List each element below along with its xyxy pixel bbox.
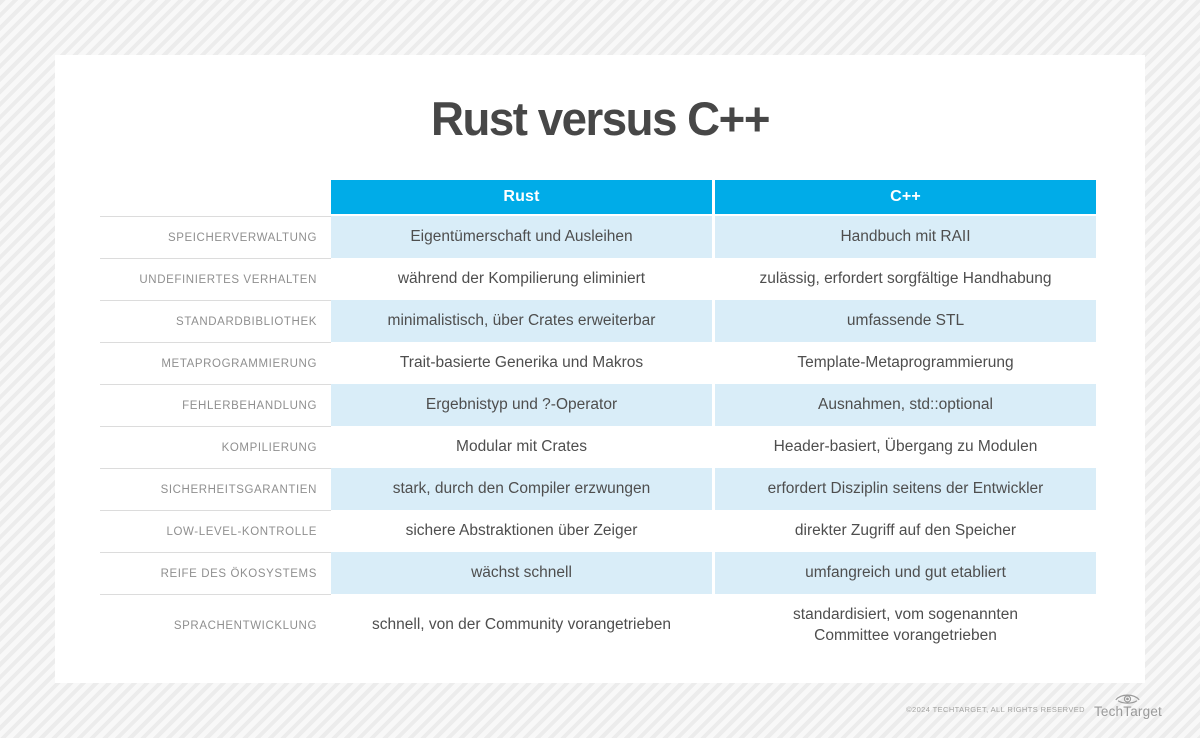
table-row: [100, 594, 1096, 657]
row-label: KOMPILIERUNG: [100, 426, 331, 468]
rust-cell: minimalistisch, über Crates erweiterbar: [331, 300, 712, 342]
cpp-cell: zulässig, erfordert sorgfältige Handhabung: [712, 258, 1096, 300]
rust-cell: sichere Abstraktionen über Zeiger: [405, 521, 638, 539]
cpp-cell: direkter Zugriff auf den Speicher: [712, 510, 1096, 552]
techtarget-logo: [1094, 692, 1162, 719]
row-label: FEHLERBEHANDLUNG: [100, 384, 331, 426]
column-header-rust: Rust: [331, 180, 712, 214]
table-row: [100, 426, 1096, 468]
cpp-cell: erfordert Disziplin seitens der Entwickler: [712, 468, 1096, 510]
table-row: [100, 342, 1096, 384]
infographic-card: [55, 55, 1145, 683]
rust-cell: Eigentümerschaft und Ausleihen: [331, 216, 712, 258]
rust-cell: wächst schnell: [331, 552, 712, 594]
column-header-cpp: C++: [712, 180, 1096, 214]
row-label: SPRACHENTWICKLUNG: [100, 594, 331, 657]
footer: [0, 692, 1162, 719]
row-label: METAPROGRAMMIERUNG: [100, 342, 331, 384]
cpp-cell: standardisiert, vom sogenannten Committee vorangetrieben: [712, 594, 1096, 657]
rust-cell: schnell, von der Community vorangetrieben: [372, 616, 671, 634]
row-label: STANDARDBIBLIOTHEK: [100, 300, 331, 342]
cpp-cell: umfassende STL: [712, 300, 1096, 342]
header-spacer: [100, 180, 331, 214]
cpp-cell: Ausnahmen, std::optional: [712, 384, 1096, 426]
rust-cell: stark, durch den Compiler erzwungen: [331, 468, 712, 510]
rust-cell: Trait-basierte Generika und Makros: [399, 353, 644, 371]
table-row: [100, 468, 1096, 510]
row-label: REIFE DES ÖKOSYSTEMS: [100, 552, 331, 594]
table-body: [100, 216, 1096, 657]
row-label: SPEICHERVERWALTUNG: [100, 216, 331, 258]
cpp-cell: umfangreich und gut etabliert: [712, 552, 1096, 594]
techtarget-wordmark: TechTarget: [1093, 704, 1162, 719]
row-label: SICHERHEITSGARANTIEN: [100, 468, 331, 510]
cpp-cell: Template-Metaprogrammierung: [712, 342, 1096, 384]
rust-cell: während der Kompilierung eliminiert: [397, 269, 646, 287]
comparison-table: [100, 180, 1096, 657]
row-label: UNDEFINIERTES VERHALTEN: [100, 258, 331, 300]
copyright-text: ©2024 TECHTARGET, ALL RIGHTS RESERVED: [906, 705, 1085, 714]
table-row: [100, 258, 1096, 300]
table-row: [100, 552, 1096, 594]
table-row: [100, 300, 1096, 342]
cpp-cell: Handbuch mit RAII: [712, 216, 1096, 258]
table-row: [100, 510, 1096, 552]
rust-cell: Ergebnistyp und ?-Operator: [331, 384, 712, 426]
table-header-row: [100, 180, 1096, 214]
row-label: LOW-LEVEL-KONTROLLE: [100, 510, 331, 552]
table-row: [100, 216, 1096, 258]
page-title: Rust versus C++: [430, 92, 769, 145]
cpp-cell: Header-basiert, Übergang zu Modulen: [712, 426, 1096, 468]
table-row: [100, 384, 1096, 426]
rust-cell: Modular mit Crates: [456, 437, 587, 455]
